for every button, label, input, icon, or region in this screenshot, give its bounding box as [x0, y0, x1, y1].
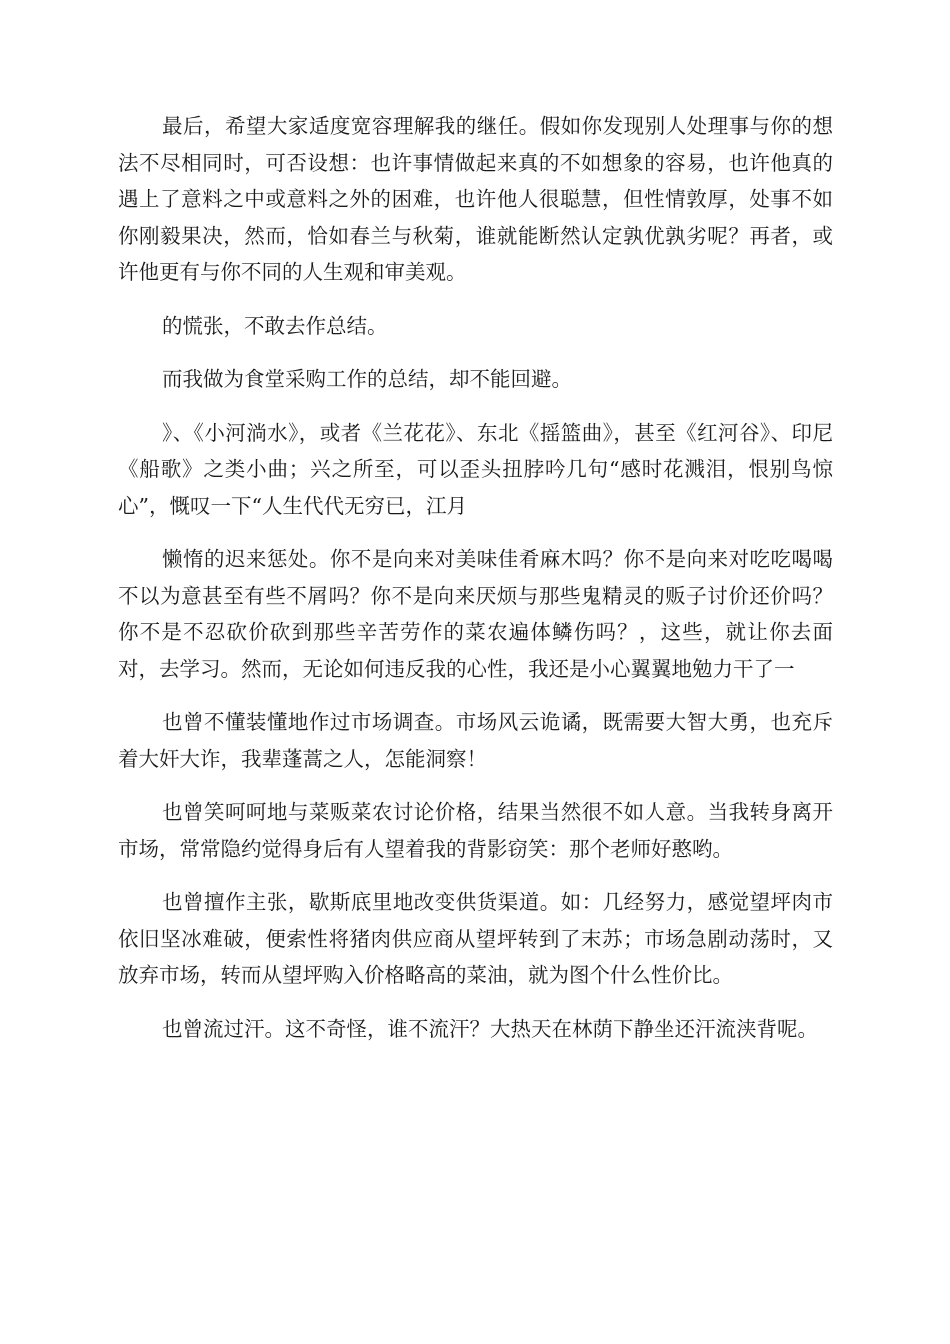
paragraph-3: 而我做为食堂采购工作的总结，却不能回避。 [162, 367, 572, 391]
paragraph-1: 最后，希望大家适度宽容理解我的继任。假如你发现别人处理事与你的想法不尽相同时，可否设想：也许事情做起来真的不如想象的容易，也许他真的遇上了意料之中或意料之外的困难，也许他人很聪慧，但性情敦厚，处事不如你刚毅果决，然而，恰如春兰与秋菊，谁就能断然认定孰优孰劣呢？再者，或许他更有与你不同的人生观和审美观。 [118, 114, 833, 284]
document-body [118, 108, 833, 1064]
paragraph-5: 懒惰的迟来惩处。你不是向来对美味佳肴麻木吗？你不是向来对吃吃喝喝不以为意甚至有些不屑吗？你不是向来厌烦与那些鬼精灵的贩子讨价还价吗？你不是不忍砍价砍到那些辛苦劳作的菜农遍体鳞伤吗？，这些，就让你去面对，去学习。然而，无论如何违反我的心性，我还是小心翼翼地勉力干了一 [118, 547, 833, 681]
paragraph-2: 的慌张，不敢去作总结。 [162, 313, 388, 338]
paragraph-9: 也曾流过汗。这不奇怪，谁不流汗？大热天在林荫下静坐还汗流浃背呢。 [162, 1016, 818, 1041]
paragraph-8: 也曾擅作主张，歇斯底里地改变供货渠道。如：几经努力，感觉望坪肉市依旧坚冰难破，便索性将猪肉供应商从望坪转到了末苏；市场急剧动荡时，又放弃市场，转而从望坪购入价格略高的菜油，就为图个什么性价比。 [118, 890, 833, 987]
paragraph-7: 也曾笑呵呵地与菜贩菜农讨论价格，结果当然很不如人意。当我转身离开市场，常常隐约觉得身后有人望着我的背影窃笑：那个老师好憨哟。 [118, 800, 833, 861]
paragraph-4: 》、《小河淌水》，或者《兰花花》、东北《摇篮曲》，甚至《红河谷》、印尼《船歌》之类小曲；兴之所至，可以歪头扭脖吟几句“感时花溅泪，恨别鸟惊心”，慨叹一下“人生代代无穷已，江月 [118, 420, 833, 518]
paragraph-6: 也曾不懂装懂地作过市场调查。市场风云诡谲，既需要大智大勇，也充斥着大奸大诈，我辈蓬蒿之人，怎能洞察！ [118, 710, 833, 771]
